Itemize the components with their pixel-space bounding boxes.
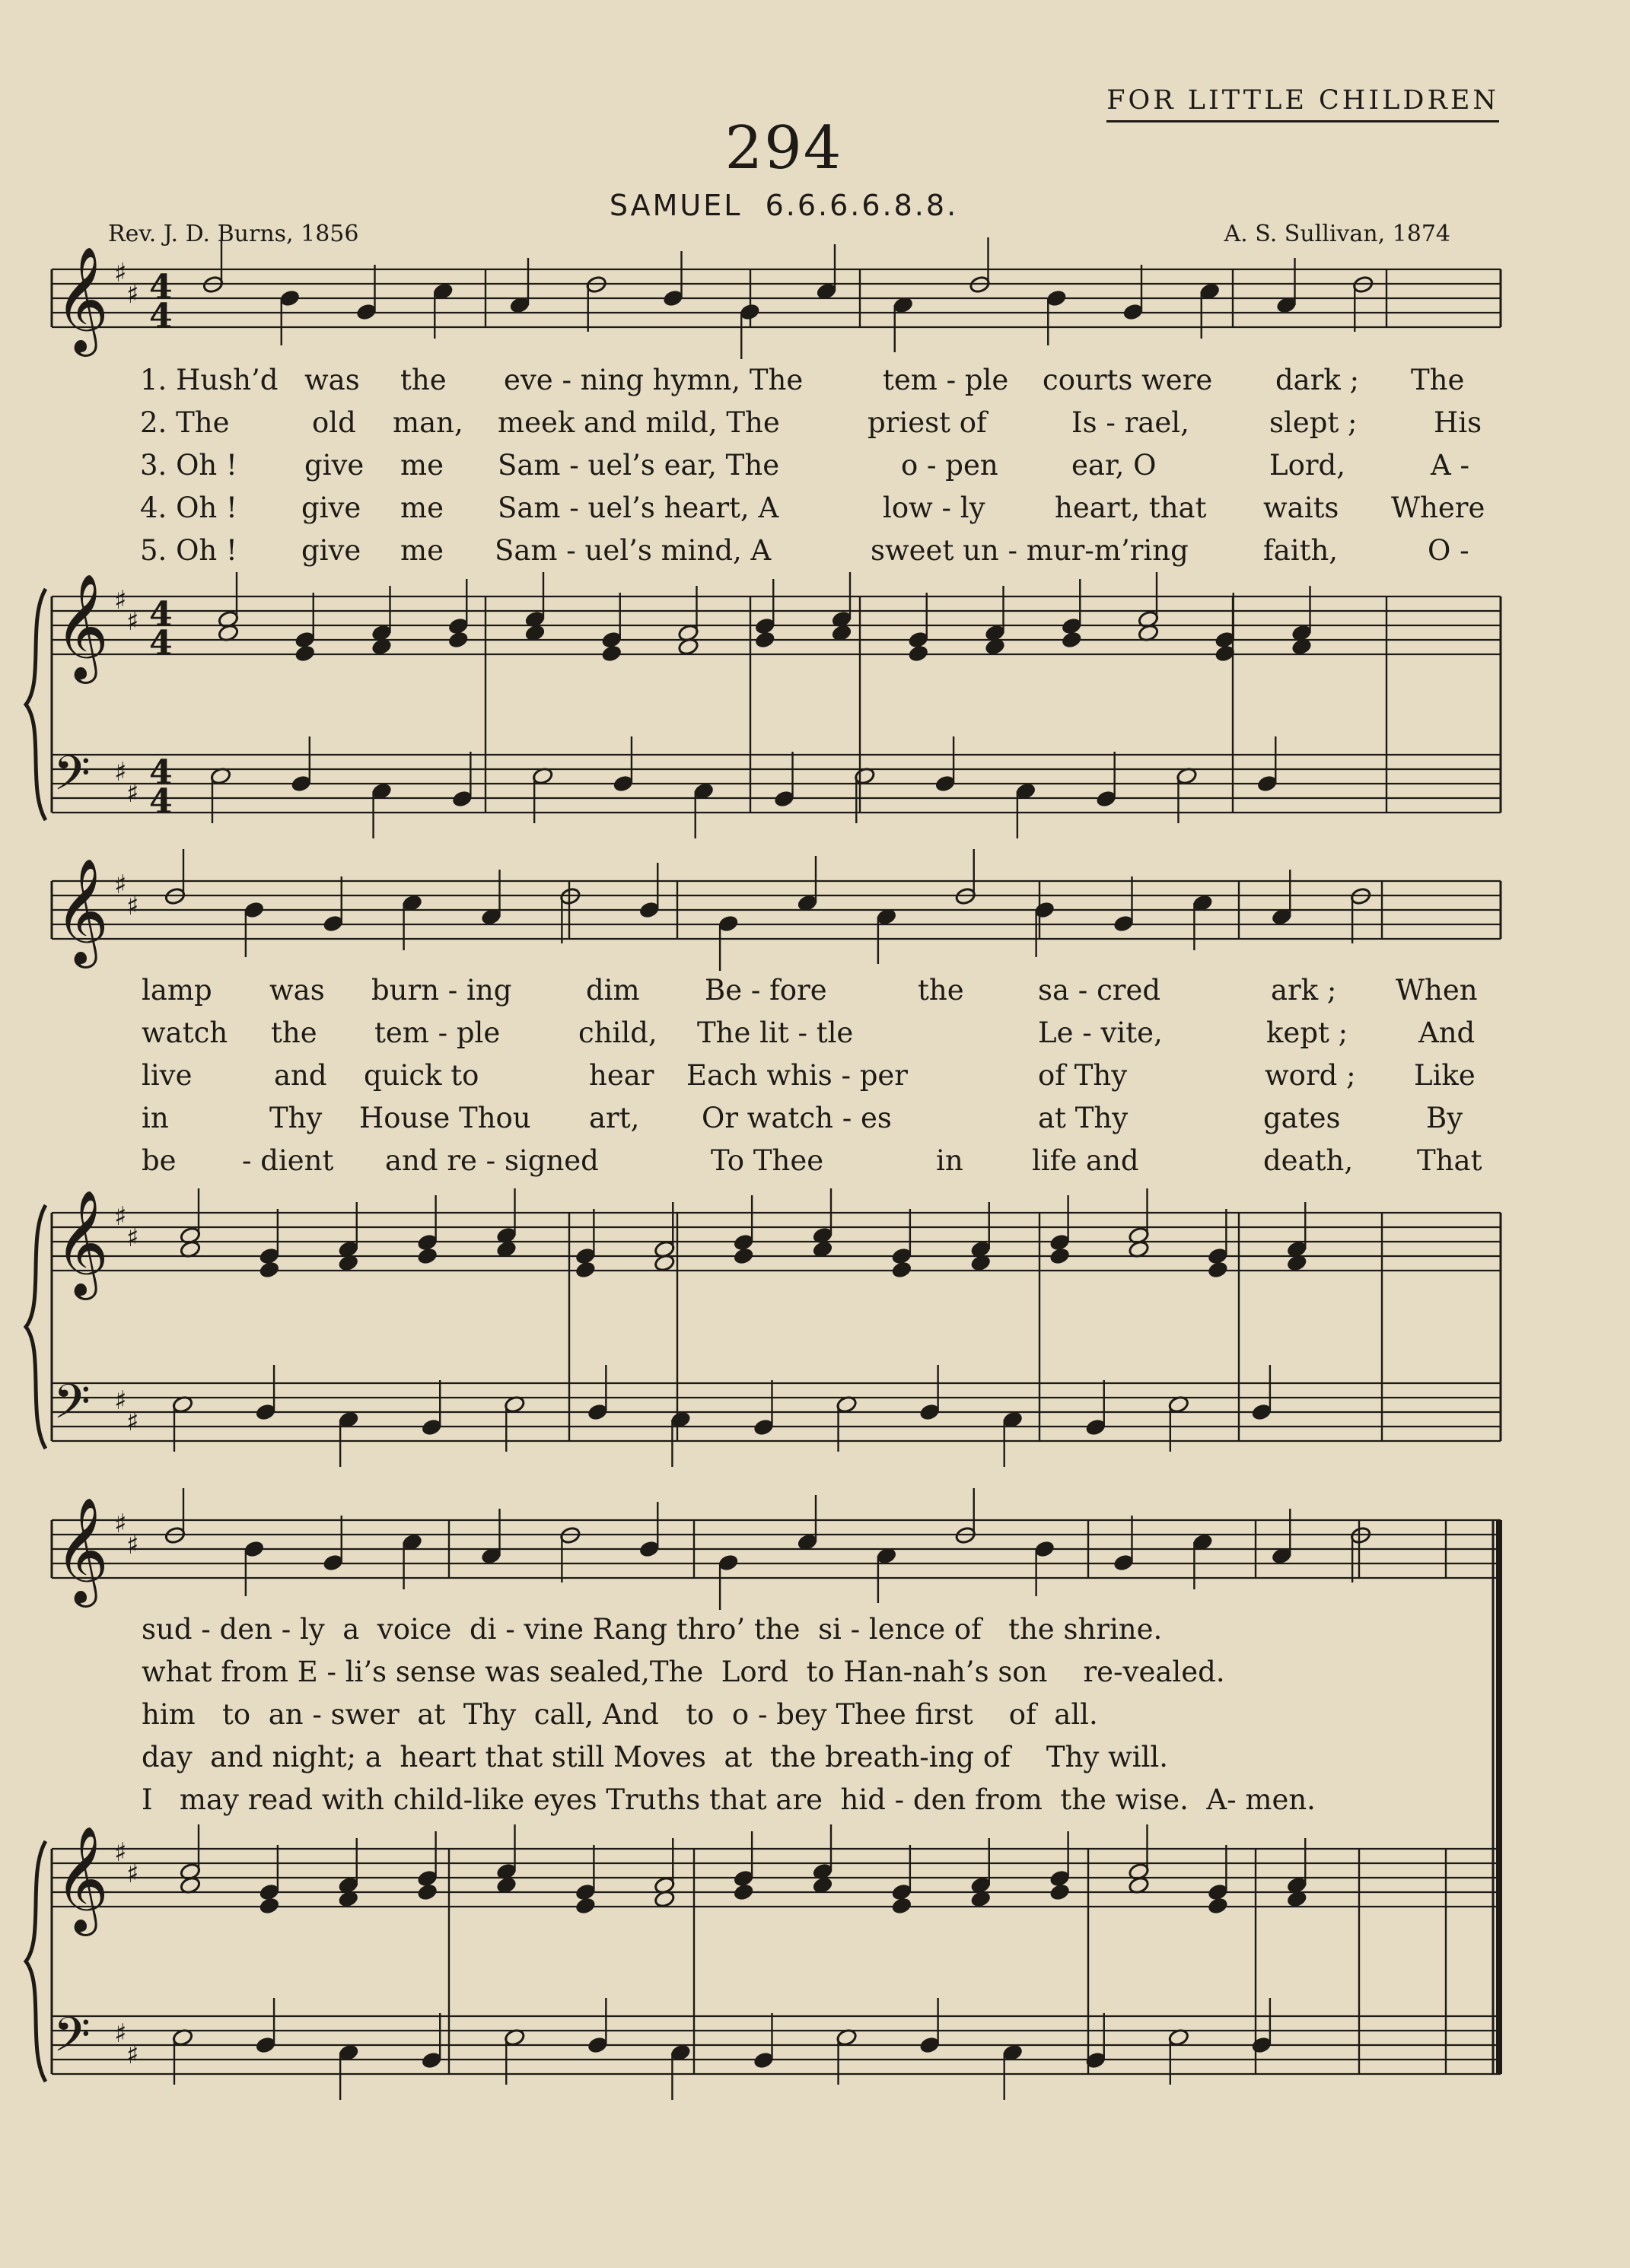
lyric-syllable: That bbox=[1417, 1144, 1482, 1177]
lyric-line: I may read with child-like eyes Truths that are hid - den from the wise. A- men. bbox=[142, 1783, 1316, 1816]
lyric-syllable: ear, O bbox=[1071, 449, 1157, 482]
treble-chord-note bbox=[969, 1202, 992, 1258]
bass-clef-icon: 𝄢 bbox=[53, 2006, 91, 2074]
melody-note bbox=[164, 849, 186, 905]
bass-note bbox=[753, 1380, 775, 1436]
melody-note bbox=[739, 303, 761, 359]
lyric-syllable: me bbox=[400, 534, 444, 567]
bass-note bbox=[613, 736, 635, 793]
lyric-syllable: Sam - uel’s mind, A bbox=[495, 534, 772, 567]
lyric-syllable: House Thou bbox=[359, 1102, 531, 1134]
lyric-syllable: courts were bbox=[1043, 364, 1213, 396]
bass-note bbox=[504, 1395, 526, 1452]
bass-note bbox=[290, 736, 312, 793]
treble-clef-icon: 𝄞 bbox=[55, 1497, 109, 1603]
treble-chord-note bbox=[891, 1261, 913, 1280]
verse-line bbox=[0, 1613, 1630, 1656]
treble-chord-note bbox=[733, 1195, 755, 1252]
lyric-syllable: sa - cred bbox=[1038, 974, 1161, 1007]
treble-chord-note bbox=[371, 586, 393, 642]
treble-chord-note bbox=[1049, 1831, 1071, 1888]
treble-chord-note bbox=[447, 579, 470, 635]
svg-text:4: 4 bbox=[149, 268, 173, 307]
verse-line bbox=[0, 491, 1630, 534]
treble-chord-note bbox=[1207, 1261, 1229, 1280]
treble-chord-note bbox=[1286, 1202, 1308, 1258]
treble-chord-note bbox=[1128, 1188, 1150, 1245]
treble-chord-note bbox=[1049, 1247, 1071, 1266]
bass-note bbox=[1251, 1998, 1273, 2054]
treble-chord-note bbox=[733, 1883, 755, 1902]
lyric-syllable: 2. The bbox=[140, 406, 230, 439]
lyric-syllable: give bbox=[304, 449, 365, 482]
melody-note bbox=[480, 1509, 502, 1565]
lyric-syllable: sweet un - mur-m’ring bbox=[871, 534, 1189, 567]
time-signature bbox=[149, 753, 173, 821]
bass-note bbox=[854, 767, 876, 823]
lyric-syllable: Or watch - es bbox=[702, 1102, 892, 1134]
lyric-syllable: slept ; bbox=[1269, 406, 1358, 439]
treble-chord-note bbox=[1128, 1824, 1150, 1881]
sharp-icon: ♯ bbox=[126, 1223, 139, 1253]
melody-note bbox=[876, 908, 898, 964]
treble-chord-note bbox=[907, 593, 929, 649]
tune-meter: 6.6.6.6.8.8. bbox=[765, 189, 959, 222]
melody-note bbox=[322, 1516, 344, 1572]
melody-note bbox=[1199, 282, 1221, 339]
lyric-syllable: gates bbox=[1263, 1102, 1341, 1134]
sharp-icon: ♯ bbox=[114, 1509, 127, 1539]
bass-note bbox=[587, 1998, 609, 2054]
lyric-syllable: give bbox=[301, 491, 361, 524]
lyric-line: sud - den - ly a voice di - vine Rang thro’ the si - lence of the shrine. bbox=[142, 1613, 1163, 1646]
melody-note bbox=[638, 1502, 661, 1558]
lyric-syllable: me bbox=[400, 491, 444, 524]
verse-line bbox=[0, 534, 1630, 577]
lyric-syllable: art, bbox=[589, 1102, 640, 1134]
melody-note bbox=[718, 915, 740, 971]
melody-note bbox=[638, 863, 661, 919]
melody-note bbox=[816, 244, 838, 301]
treble-chord-note bbox=[416, 1247, 438, 1266]
treble-chord-note bbox=[337, 1202, 359, 1258]
lyric-syllable: give bbox=[301, 534, 361, 567]
sharp-icon: ♯ bbox=[114, 2018, 127, 2049]
time-signature bbox=[149, 595, 173, 663]
melody-note bbox=[401, 1533, 423, 1589]
lyric-syllable: kept ; bbox=[1266, 1016, 1348, 1049]
lyric-syllable: watch bbox=[142, 1016, 228, 1049]
melody-note bbox=[1122, 265, 1145, 321]
treble-chord-note bbox=[575, 1261, 597, 1280]
bass-note bbox=[934, 736, 957, 793]
lyric-syllable: live bbox=[142, 1059, 193, 1092]
bass-note bbox=[421, 2013, 443, 2069]
brace bbox=[26, 589, 46, 820]
lyric-syllable: in bbox=[142, 1102, 169, 1134]
melody-note bbox=[718, 1554, 740, 1610]
lyric-syllable: the bbox=[918, 974, 964, 1007]
melody-note bbox=[1271, 1509, 1293, 1565]
melody-note bbox=[322, 876, 344, 933]
lyric-syllable: me bbox=[400, 449, 444, 482]
treble-chord-note bbox=[575, 1209, 597, 1265]
bass-note bbox=[918, 1998, 941, 2054]
bass-note bbox=[172, 1395, 194, 1452]
lyric-syllable: 3. Oh ! bbox=[140, 449, 237, 482]
sharp-icon: ♯ bbox=[114, 757, 127, 787]
sharp-icon: ♯ bbox=[126, 1407, 139, 1437]
melody-note bbox=[244, 901, 266, 957]
lyric-syllable: priest of bbox=[868, 406, 987, 439]
lyric-syllable: Where bbox=[1391, 491, 1485, 524]
bass-note bbox=[1001, 1411, 1024, 1467]
bass-clef-icon: 𝄢 bbox=[53, 1373, 91, 1441]
melody-note bbox=[876, 1547, 898, 1603]
lyric-syllable: hear bbox=[589, 1059, 654, 1092]
brace bbox=[26, 1205, 46, 1449]
treble-chord-note bbox=[1214, 593, 1236, 649]
treble-chord-note bbox=[831, 572, 853, 628]
treble-chord-note bbox=[600, 644, 622, 663]
svg-text:4: 4 bbox=[149, 753, 173, 792]
section-heading: FOR LITTLE CHILDREN bbox=[1106, 85, 1499, 122]
lyric-syllable: To Thee bbox=[711, 1144, 824, 1177]
treble-chord-note bbox=[416, 1883, 438, 1902]
lyric-syllable: A - bbox=[1431, 449, 1469, 482]
bass-note bbox=[1168, 1395, 1190, 1452]
treble-chord-note bbox=[259, 1261, 281, 1280]
bass-note bbox=[1001, 2044, 1024, 2100]
lyric-syllable: Sam - uel’s heart, A bbox=[498, 491, 779, 524]
lyric-syllable: When bbox=[1396, 974, 1478, 1007]
bass-note bbox=[1176, 767, 1198, 823]
lyric-syllable: quick to bbox=[364, 1059, 479, 1092]
lyric-syllable: 5. Oh ! bbox=[140, 534, 237, 567]
lyric-syllable: dark ; bbox=[1275, 364, 1360, 396]
melody-note bbox=[1113, 1516, 1135, 1572]
bass-note bbox=[587, 1365, 609, 1421]
bass-note bbox=[338, 2044, 360, 2100]
bass-note bbox=[1251, 1365, 1273, 1421]
svg-text:4: 4 bbox=[149, 782, 173, 821]
sharp-icon: ♯ bbox=[126, 1859, 139, 1889]
bass-note bbox=[753, 2013, 775, 2069]
melody-note bbox=[1271, 870, 1293, 926]
lyric-line: him to an - swer at Thy call, And to o - bey Thee first of all. bbox=[142, 1698, 1098, 1731]
treble-chord-note bbox=[447, 631, 470, 650]
treble-chord-note bbox=[654, 1202, 676, 1258]
sharp-icon: ♯ bbox=[114, 258, 127, 288]
treble-chord-note bbox=[654, 1838, 676, 1894]
bass-note bbox=[692, 782, 715, 838]
treble-chord-note bbox=[218, 572, 240, 628]
sharp-icon: ♯ bbox=[126, 891, 139, 921]
bass-note bbox=[1084, 1380, 1106, 1436]
bass-note bbox=[255, 1998, 277, 2054]
melody-note bbox=[1275, 258, 1297, 314]
treble-chord-note bbox=[416, 1195, 438, 1252]
bass-note bbox=[1095, 752, 1117, 808]
lyric-syllable: tem - ple bbox=[374, 1016, 501, 1049]
treble-clef-icon: 𝄞 bbox=[55, 1190, 109, 1296]
system-1-grand-barlines bbox=[52, 596, 1501, 813]
time-signature bbox=[149, 268, 173, 336]
verse-line bbox=[0, 1059, 1630, 1102]
lyric-syllable: and re - signed bbox=[385, 1144, 599, 1177]
melody-note bbox=[480, 870, 502, 926]
lyric-syllable: eve - ning hymn, The bbox=[504, 364, 804, 396]
lyric-syllable: o - pen bbox=[901, 449, 998, 482]
melody-note bbox=[1192, 894, 1214, 950]
melody-note bbox=[969, 237, 991, 294]
verse-line bbox=[0, 1741, 1630, 1783]
treble-chord-note bbox=[733, 1831, 755, 1888]
lyric-syllable: Is - rael, bbox=[1071, 406, 1189, 439]
bass-note bbox=[532, 767, 554, 823]
lyric-syllable: Be - fore bbox=[705, 974, 827, 1007]
bass-note bbox=[836, 1395, 858, 1452]
treble-chord-note bbox=[1207, 1209, 1229, 1265]
verse-line bbox=[0, 1783, 1630, 1826]
treble-chord-note bbox=[495, 1188, 517, 1245]
brace bbox=[26, 1841, 46, 2082]
bass-note bbox=[421, 1380, 443, 1436]
treble-clef-icon: 𝄞 bbox=[55, 1826, 109, 1932]
bass-note bbox=[371, 782, 393, 838]
lyric-syllable: be bbox=[142, 1144, 177, 1177]
melody-note bbox=[244, 1540, 266, 1596]
treble-chord-note bbox=[733, 1247, 755, 1266]
treble-chord-note bbox=[1061, 579, 1083, 635]
svg-text:4: 4 bbox=[149, 624, 173, 663]
bass-note bbox=[504, 2028, 526, 2085]
sharp-icon: ♯ bbox=[114, 585, 127, 616]
bass-note bbox=[1168, 2028, 1190, 2085]
sharp-icon: ♯ bbox=[114, 1837, 127, 1868]
bass-note bbox=[1015, 782, 1037, 838]
lyric-syllable: heart, that bbox=[1055, 491, 1207, 524]
bass-note bbox=[172, 2028, 194, 2085]
verse-line bbox=[0, 974, 1630, 1016]
melody-note bbox=[797, 856, 819, 912]
treble-chord-note bbox=[969, 1838, 992, 1894]
bass-note bbox=[338, 1411, 360, 1467]
lyric-syllable: the bbox=[400, 364, 447, 396]
treble-chord-note bbox=[180, 1824, 202, 1881]
treble-chord-note bbox=[337, 1838, 359, 1894]
treble-chord-note bbox=[495, 1824, 517, 1881]
lyric-syllable: The lit - tle bbox=[697, 1016, 854, 1049]
bass-clef-icon: 𝄢 bbox=[53, 745, 91, 813]
treble-chord-note bbox=[1207, 1845, 1229, 1901]
system-1-melody-staff bbox=[52, 269, 1501, 327]
bass-note bbox=[1256, 736, 1278, 793]
melody-note bbox=[954, 1488, 976, 1544]
lyric-syllable: tem - ple bbox=[883, 364, 1009, 396]
bass-note bbox=[773, 752, 795, 808]
lyric-syllable: - dient bbox=[242, 1144, 334, 1177]
treble-chord-note bbox=[1291, 586, 1313, 642]
lyric-syllable: lamp bbox=[142, 974, 212, 1007]
treble-chord-note bbox=[754, 631, 776, 650]
treble-clef-icon: 𝄞 bbox=[55, 574, 109, 679]
treble-chord-note bbox=[1138, 572, 1160, 628]
treble-chord-note bbox=[677, 586, 699, 642]
lyric-syllable: Thy bbox=[269, 1102, 323, 1134]
bass-note bbox=[451, 752, 473, 808]
sharp-icon: ♯ bbox=[126, 778, 139, 809]
verse-line bbox=[0, 364, 1630, 406]
melody-note bbox=[1046, 289, 1068, 345]
melody-note bbox=[1033, 1540, 1055, 1596]
verse-line bbox=[0, 1144, 1630, 1187]
lyric-line: day and night; a heart that still Moves at the breath-ing of Thy will. bbox=[142, 1741, 1169, 1773]
treble-chord-note bbox=[812, 1824, 834, 1881]
verse-line bbox=[0, 1016, 1630, 1059]
tune-title: SAMUEL bbox=[609, 189, 743, 222]
bass-note bbox=[255, 1365, 277, 1421]
lyric-syllable: Le - vite, bbox=[1038, 1016, 1163, 1049]
bass-note bbox=[210, 767, 232, 823]
treble-chord-note bbox=[180, 1188, 202, 1245]
treble-chord-note bbox=[294, 593, 316, 649]
melody-note bbox=[1113, 876, 1135, 933]
treble-chord-note bbox=[259, 1897, 281, 1916]
lyric-syllable: word ; bbox=[1265, 1059, 1356, 1092]
melody-note bbox=[892, 296, 914, 352]
melody-note bbox=[432, 282, 454, 339]
verse-line bbox=[0, 1656, 1630, 1698]
lyric-syllable: Like bbox=[1414, 1059, 1476, 1092]
bass-note bbox=[836, 2028, 858, 2085]
lyric-syllable: man, bbox=[393, 406, 463, 439]
lyric-syllable: waits bbox=[1263, 491, 1339, 524]
sharp-icon: ♯ bbox=[126, 279, 139, 310]
treble-chord-note bbox=[524, 572, 546, 628]
treble-chord-note bbox=[984, 586, 1006, 642]
treble-chord-note bbox=[294, 644, 316, 663]
bass-note bbox=[918, 1365, 941, 1421]
lyric-syllable: And bbox=[1418, 1016, 1476, 1049]
lyric-syllable: By bbox=[1426, 1102, 1463, 1134]
treble-chord-note bbox=[754, 579, 776, 635]
sharp-icon: ♯ bbox=[126, 2040, 139, 2070]
lyric-syllable: child, bbox=[578, 1016, 657, 1049]
lyric-syllable: burn - ing bbox=[371, 974, 512, 1007]
lyric-syllable: 1. Hush’d bbox=[140, 364, 279, 396]
verse-line bbox=[0, 406, 1630, 449]
bass-note bbox=[670, 2044, 692, 2100]
melody-note bbox=[797, 1495, 819, 1551]
lyric-syllable: at Thy bbox=[1038, 1102, 1129, 1134]
lyric-syllable: ark ; bbox=[1271, 974, 1337, 1007]
system-1-lower-staff bbox=[52, 755, 1501, 813]
author-credit: Rev. J. D. Burns, 1856 bbox=[108, 221, 359, 247]
treble-chord-note bbox=[1049, 1883, 1071, 1902]
lyric-syllable: the bbox=[271, 1016, 317, 1049]
lyric-syllable: meek and mild, The bbox=[498, 406, 780, 439]
lyric-syllable: of Thy bbox=[1038, 1059, 1128, 1092]
sharp-icon: ♯ bbox=[114, 870, 127, 900]
melody-note bbox=[279, 289, 301, 345]
sharp-icon: ♯ bbox=[114, 1385, 127, 1416]
lyric-syllable: His bbox=[1434, 406, 1482, 439]
melody-note bbox=[1192, 1533, 1214, 1589]
system-1-upper-staff bbox=[52, 596, 1501, 654]
treble-chord-note bbox=[1207, 1897, 1229, 1916]
lyric-syllable: old bbox=[312, 406, 356, 439]
treble-chord-note bbox=[600, 593, 622, 649]
treble-chord-note bbox=[1286, 1838, 1308, 1894]
lyric-syllable: The bbox=[1411, 364, 1465, 396]
treble-chord-note bbox=[907, 644, 929, 663]
treble-chord-note bbox=[812, 1188, 834, 1245]
treble-chord-note bbox=[891, 1209, 913, 1265]
treble-chord-note bbox=[259, 1209, 281, 1265]
treble-chord-note bbox=[575, 1845, 597, 1901]
treble-chord-note bbox=[259, 1845, 281, 1901]
lyric-syllable: Sam - uel’s ear, The bbox=[498, 449, 780, 482]
melody-note bbox=[662, 251, 684, 307]
svg-text:4: 4 bbox=[149, 595, 173, 634]
lyric-line: what from E - li’s sense was sealed,The Lord to Han-nah’s son re-vealed. bbox=[142, 1656, 1225, 1688]
lyric-syllable: low - ly bbox=[883, 491, 985, 524]
treble-clef-icon: 𝄞 bbox=[55, 247, 109, 352]
treble-chord-note bbox=[891, 1845, 913, 1901]
svg-text:4: 4 bbox=[149, 297, 173, 336]
melody-note bbox=[1033, 901, 1055, 957]
hymn-number: 294 bbox=[724, 114, 843, 183]
lyric-syllable: O - bbox=[1428, 534, 1469, 567]
melody-note bbox=[509, 258, 531, 314]
treble-chord-note bbox=[416, 1831, 438, 1888]
bass-note bbox=[670, 1411, 692, 1467]
composer-credit: A. S. Sullivan, 1874 bbox=[1224, 221, 1450, 247]
lyric-syllable: death, bbox=[1263, 1144, 1354, 1177]
sharp-icon: ♯ bbox=[126, 1530, 139, 1560]
melody-note bbox=[164, 1488, 186, 1544]
verse-line bbox=[0, 1698, 1630, 1741]
treble-chord-note bbox=[891, 1897, 913, 1916]
lyric-syllable: faith, bbox=[1263, 534, 1339, 567]
sharp-icon: ♯ bbox=[114, 1201, 127, 1232]
lyric-syllable: in bbox=[936, 1144, 963, 1177]
treble-chord-note bbox=[1061, 631, 1083, 650]
treble-chord-note bbox=[1049, 1195, 1071, 1252]
melody-note bbox=[401, 894, 423, 950]
lyric-syllable: 4. Oh ! bbox=[140, 491, 237, 524]
lyric-syllable: was bbox=[304, 364, 360, 396]
lyric-syllable: Each whis - per bbox=[686, 1059, 908, 1092]
sharp-icon: ♯ bbox=[126, 606, 139, 637]
melody-note bbox=[355, 265, 377, 321]
melody-note bbox=[202, 237, 224, 294]
lyric-syllable: life and bbox=[1032, 1144, 1139, 1177]
melody-note bbox=[954, 849, 976, 905]
verse-line bbox=[0, 449, 1630, 491]
lyric-syllable: was bbox=[269, 974, 325, 1007]
treble-clef-icon: 𝄞 bbox=[55, 858, 109, 964]
verse-line bbox=[0, 1102, 1630, 1144]
lyric-syllable: dim bbox=[586, 974, 640, 1007]
lyric-syllable: Lord, bbox=[1269, 449, 1345, 482]
lyric-syllable: and bbox=[274, 1059, 327, 1092]
treble-chord-note bbox=[575, 1897, 597, 1916]
